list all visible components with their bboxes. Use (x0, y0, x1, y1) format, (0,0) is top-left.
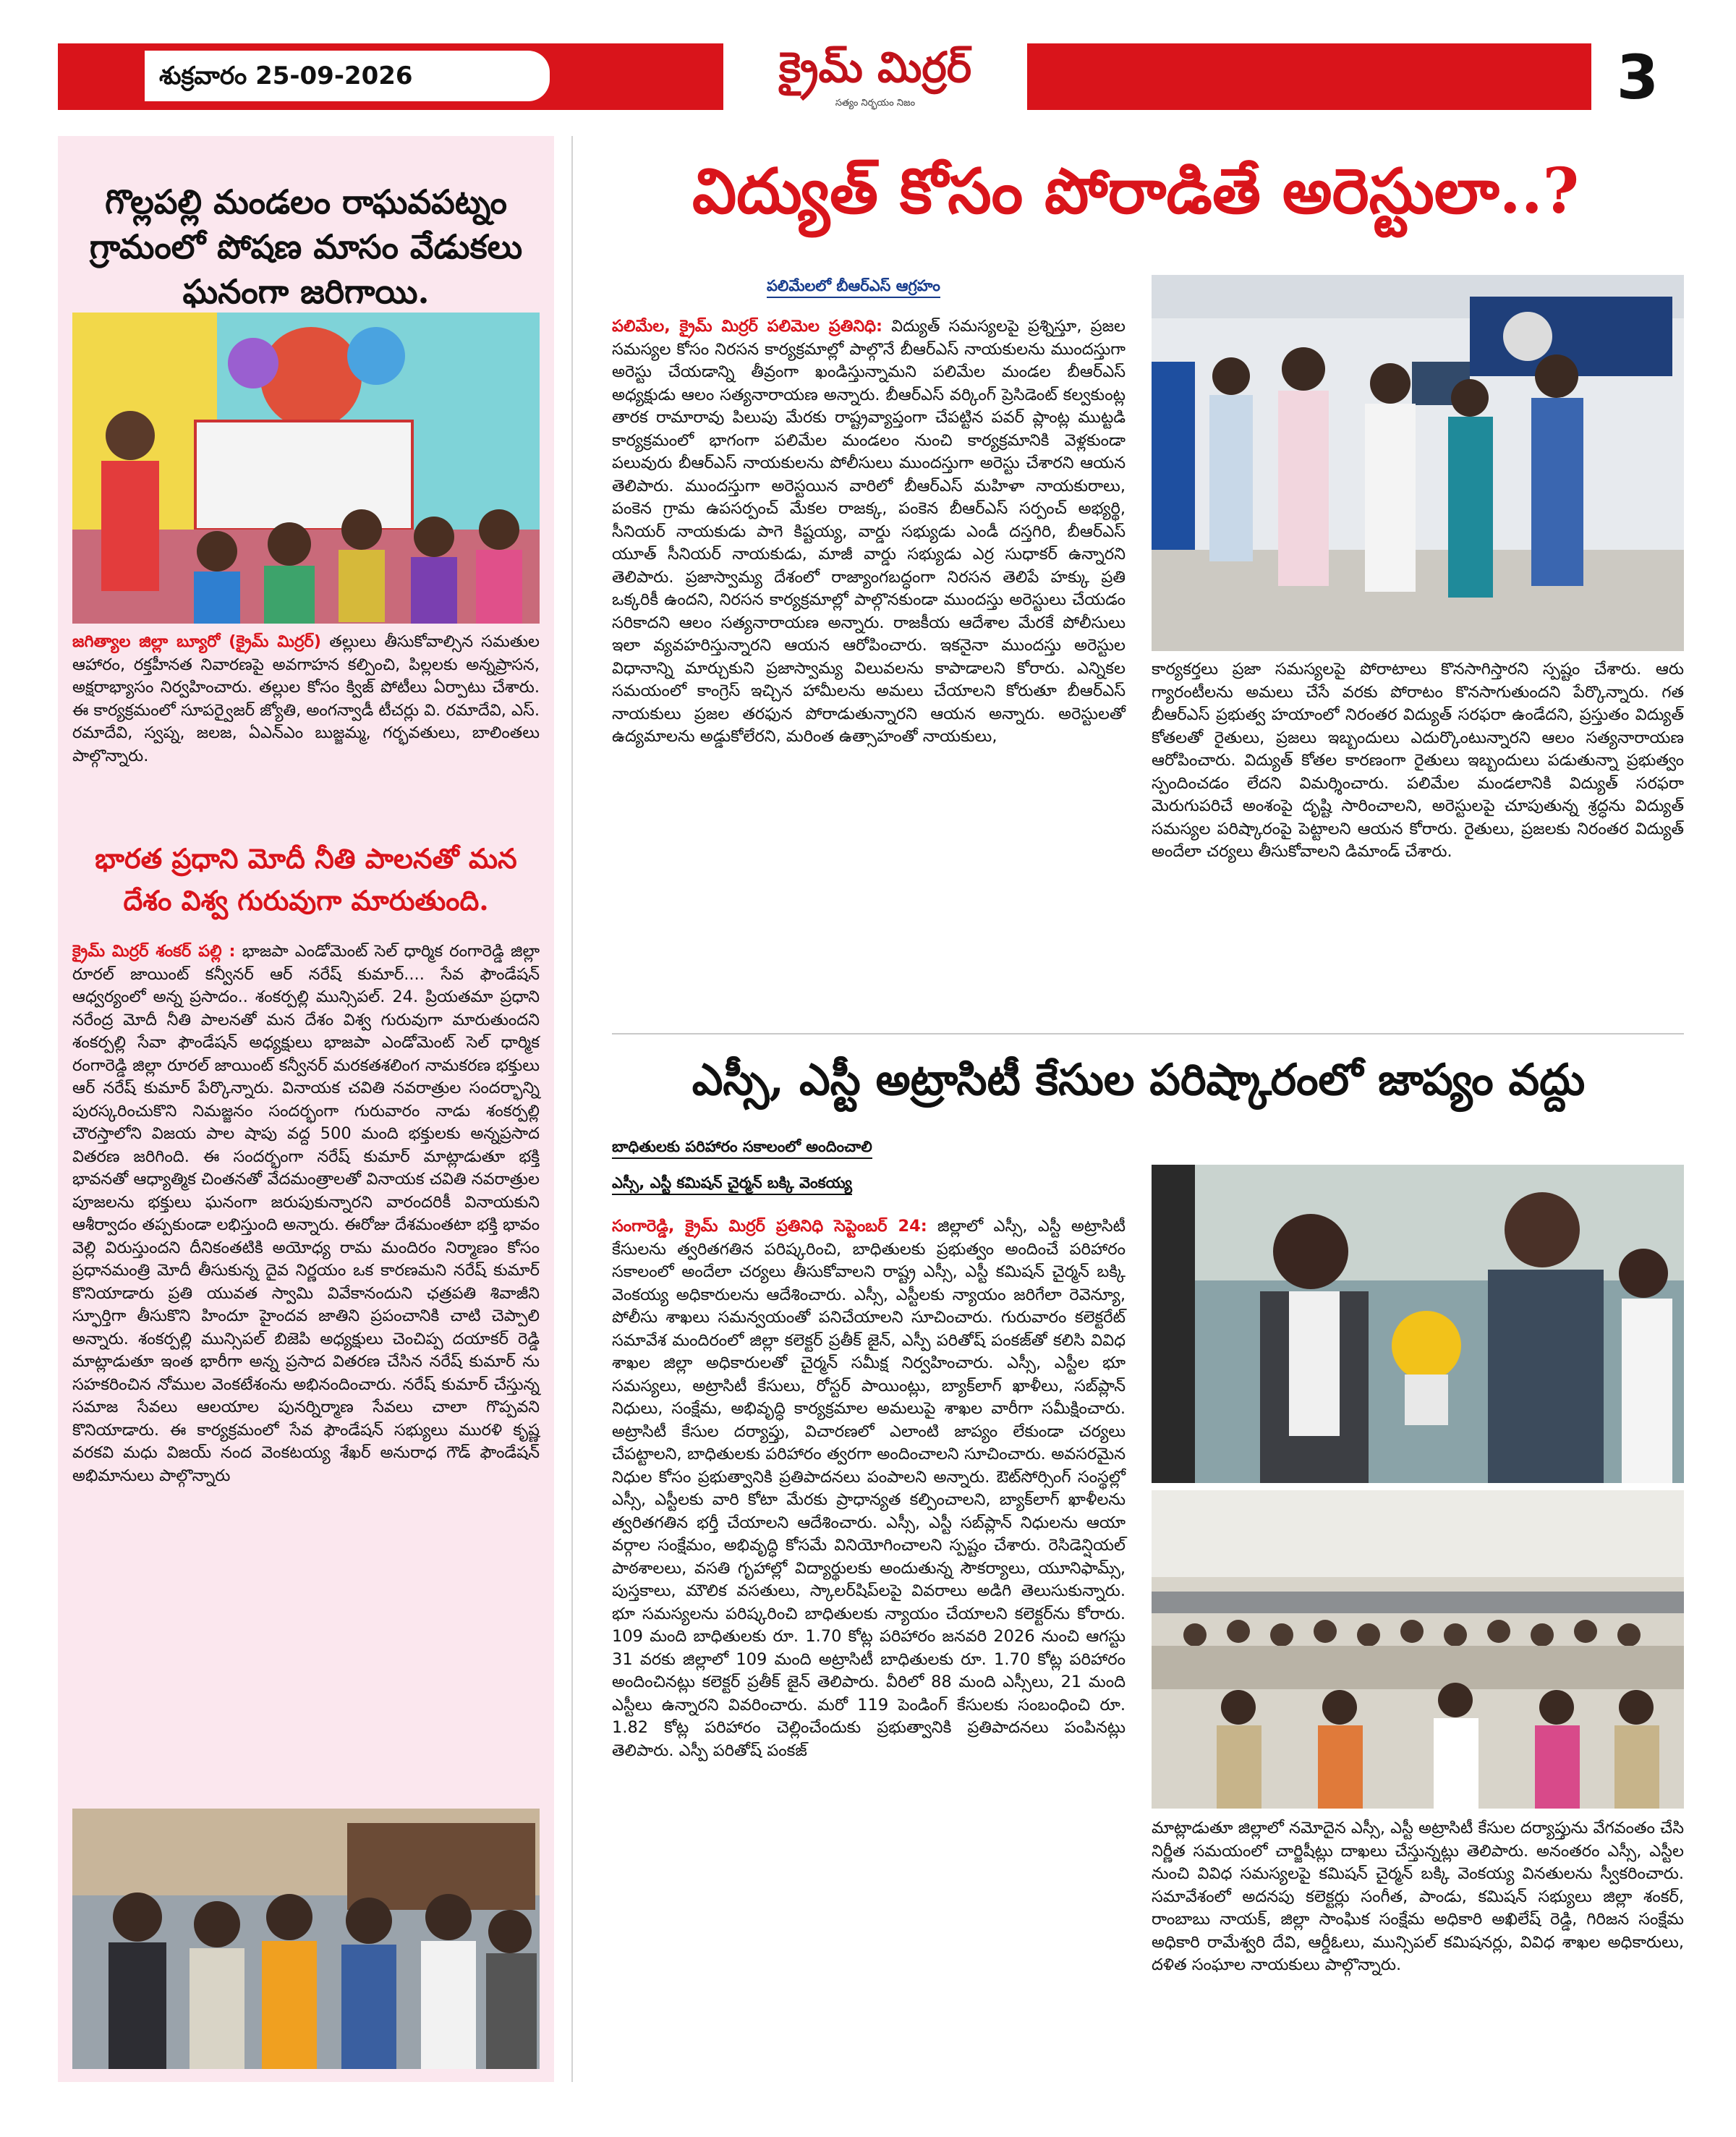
section-divider (612, 1033, 1684, 1034)
power-headline: విద్యుత్ కోసం పోరాడితే అరెస్టులా..? (692, 155, 1580, 228)
logo-text: క్రైమ్ మిర్రర్ (778, 43, 972, 92)
story1-photo (72, 313, 540, 624)
sc-text-col2: మాట్లాడుతూ జిల్లాలో నమోదైన ఎస్సీ, ఎస్టీ అట్రాసిటీ కేసుల దర్యాప్తును వేగవంతం చేసి నిర్ణీత సమయంలో చార్జిషీట్లు దాఖలు చేస్తున్నట్లు తెలిపారు. అనంతరం ఎస్సీ, ఎస్టీల నుంచి వివిధ సమస్యలపై కమిషన్ చైర్మన్ బక్కి వెంకయ్య వినతులను స్వీకరించారు. సమావేశంలో అదనపు కలెక్టర్లు సంగీత, పాండు, కమిషన్ సభ్యులు జిల్లా శంకర్, రాంబాబు నాయక్, జిల్లా సాంఘిక సంక్షేమ అధికారి అఖిలేష్ రెడ్డి, గిరిజన సంక్షేమ అధికారి రామేశ్వరి దేవి, ఆర్డీఓలు, మున్సిపల్ కమిషనర్లు, వివిధ శాఖల అధికారులు, దళిత సంఘాల నాయకులు పాల్గొన్నారు. (1152, 1819, 1684, 1974)
sc-lead: సంగారెడ్డి, క్రైమ్ మిర్రర్ ప్రతినిధి సెప్టెంబర్ 24: (612, 1217, 927, 1236)
masthead-logo (723, 38, 1027, 117)
sc-kicker1-wrap (612, 1136, 1118, 1159)
power-text-col2: కార్యకర్తలు ప్రజా సమస్యలపై పోరాటాలు కొనసాగిస్తారని స్పష్టం చేశారు. ఆరు గ్యారంటీలను అమలు చేసే వరకు పోరాటం కొనసాగుతుందని పేర్కొన్నారు. గత బీఆర్ఎస్ ప్రభుత్వ హయాంలో నిరంతర విద్యుత్ సరఫరా ఉండేదని, ప్రస్తుతం విద్యుత్ కోతలతో రైతులు, ప్రజలు ఇబ్బందులు ఎదుర్కొంటున్నారని ఆలం సత్యనారాయణ ఆరోపించారు. విద్యుత్ కోతల కారణంగా రైతులు ఇబ్బందులు పడుతున్నా ప్రభుత్వం స్పందించడం లేదని విమర్శించారు. పలిమేల మండలానికి విద్యుత్ సరఫరా మెరుగుపరిచే అంశంపై దృష్టి సారించాలని, అరెస్టులపై చూపుతున్న శ్రద్ధను విద్యుత్ సమస్యల పరిష్కారంపై పెట్టాలని ఆయన కోరారు. రైతులు, ప్రజలకు నిరంతర విద్యుత్ అందేలా చర్యలు తీసుకోవాలని డిమాండ్ చేశారు. (1152, 660, 1684, 861)
sc-body-col1 (612, 1215, 1126, 1762)
sc-text-col1: జిల్లాలో ఎస్సీ, ఎస్టీ అట్రాసిటీ కేసులను త్వరితగతిన పరిష్కరించి, బాధితులకు ప్రభుత్వం అందించే పరిహారం సకాలంలో అందేలా చర్యలు తీసుకోవాలని రాష్ట్ర ఎస్సీ, ఎస్టీ కమిషన్ చైర్మన్ బక్కి వెంకయ్య అధికారులను ఆదేశించారు. ఎస్సీ, ఎస్టీలకు న్యాయం జరిగేలా రెవెన్యూ, పోలీసు శాఖలు సమన్వయంతో పనిచేయాలని సూచించారు. గురువారం కలెక్టరేట్ సమావేశ మందిరంలో జిల్లా కలెక్టర్ ప్రతీక్ జైన్, ఎస్పీ పరితోష్ పంకజ్‌తో కలిసి వివిధ శాఖల జిల్లా అధికారులతో చైర్మన్ సమీక్ష నిర్వహించారు. ఎస్సీ, ఎస్టీల భూ సమస్యలు, అట్రాసిటీ కేసులు, రోస్టర్ పాయింట్లు, బ్యాక్‌లాగ్ ఖాళీలు, సబ్‌ప్లాన్ నిధులు, సంక్షేమ, అభివృద్ధి కార్యక్రమాల అమలుపై శాఖల వారీగా సమీక్షించారు. అట్రాసిటీ కేసుల దర్యాప్తు, విచారణలో ఎలాంటి జాప్యం లేకుండా చర్యలు చేపట్టాలని, బాధితులకు పరిహారం త్వరగా అందించాలని సూచించారు. అవసరమైన నిధుల కోసం ప్రభుత్వానికి ప్రతిపాదనలు పంపాలని అన్నారు. ఔట్‌సోర్సింగ్ సంస్థల్లో ఎస్సీ, ఎస్టీలకు వారి కోటా మేరకు ప్రాధాన్యత కల్పించాలని, బ్యాక్‌లాగ్ ఖాళీలను త్వరితగతిన భర్తీ చేయాలని ఆదేశించారు. ఎస్సీ, ఎస్టీ సబ్‌ప్లాన్ నిధులను ఆయా వర్గాల సంక్షేమం, అభివృద్ధి కోసమే వినియోగించాలని స్పష్టం చేశారు. రెసిడెన్షియల్ పాఠశాలలు, వసతి గృహాల్లో విద్యార్థులకు అందుతున్న సౌకర్యాలు, యూనిఫామ్స్, పుస్తకాలు, మౌలిక వసతులు, స్కాలర్‌షిప్‌లపై వివరాలు అడిగి తెలుసుకున్నారు. భూ సమస్యలను పరిష్కరించి బాధితులకు న్యాయం చేయాలని కలెక్టర్‌ను కోరారు. 109 మంది బాధితులకు రూ. 1.70 కోట్ల పరిహారం జనవరి 2026 నుంచి ఆగస్టు 31 వరకు జిల్లాలో 109 మంది అట్రాసిటీ బాధితులకు రూ. 1.70 కోట్ల పరిహారం అందించినట్లు కలెక్టర్ ప్రతీక్ జైన్ తెలిపారు. వీరిలో 88 మంది ఎస్సీలు, 21 మంది ఎస్టీలు ఉన్నారని వివరించారు. మరో 119 పెండింగ్ కేసులకు సంబంధించి రూ. 1.82 కోట్ల పరిహారం చెల్లించేందుకు ప్రభుత్వానికి ప్రతిపాదనలు పంపినట్లు తెలిపారు. ఎస్పీ పరితోష్ పంకజ్ (612, 1217, 1126, 1760)
page-number: 3 (1591, 38, 1684, 117)
story1-lead: జగిత్యాల జిల్లా బ్యూరో (క్రైమ్ మిర్రర్) (72, 632, 322, 651)
power-kicker: పలిమేలలో బీఆర్ఎస్ ఆగ్రహం (767, 275, 940, 298)
story1-headline: గొల్లపల్లి మండలం రాఘవపట్నం గ్రామంలో పోషణ మాసం వేడుకలు ఘనంగా జరిగాయి. (89, 182, 523, 311)
story2-headline: భారత ప్రధాని మోదీ నీతి పాలనతో మన దేశం విశ్వ గురువుగా మారుతుంది. (95, 842, 517, 917)
story2-photo (72, 1809, 540, 2069)
power-text-col1: విద్యుత్ సమస్యలపై ప్రశ్నిస్తూ, ప్రజల సమస్యల కోసం నిరసన కార్యక్రమాల్లో పాల్గొనే బీఆర్ఎస్ నాయకులను ముందస్తుగా అరెస్టు చేయడాన్ని తీవ్రంగా ఖండిస్తున్నామని పలిమేల మండల బీఆర్ఎస్ అధ్యక్షుడు ఆలం సత్యనారాయణ అన్నారు. బీఆర్ఎస్ వర్కింగ్ ప్రెసిడెంట్ కల్వకుంట్ల తారక రామారావు పిలుపు మేరకు రాష్ట్రవ్యాప్తంగా చేపట్టిన పవర్ ప్లాంట్ల ముట్టడి కార్యక్రమంలో భాగంగా పలిమేల మండలం నుంచి కార్యక్రమానికి వెళ్లకుండా పలువురు బీఆర్ఎస్ నాయకులను పోలీసులు ముందస్తుగా అరెస్టు చేశారని ఆయన తెలిపారు. ముందస్తుగా అరెస్టయిన వారిలో బీఆర్ఎస్ మహిళా నాయకురాలు, పంకెన గ్రామ ఉపసర్పంచ్ మేకల రాజక్క, పంకెన బీఆర్ఎస్ సర్పంచ్ అభ్యర్థి, సీనియర్ నాయకుడు పాగె కిష్టయ్య, వార్డు సభ్యుడు ఎండీ దస్తగిరి, బీఆర్ఎస్ యూత్ సీనియర్ నాయకుడు, మాజీ వార్డు సభ్యుడు ఎర్ర సుధాకర్ ఉన్నారని తెలిపారు. ప్రజాస్వామ్య దేశంలో రాజ్యాంగబద్ధంగా నిరసన తెలిపే హక్కు ప్రతి ఒక్కరికీ ఉందని, నిరసన కార్యక్రమాల్లో పాల్గొనకుండా ముందస్తు అరెస్టులు చేయడం సరికాదని ఆలం సత్యనారాయణ అన్నారు. రాజకీయ ఆదేశాల మేరకే పోలీసులు ఇలా వ్యవహరిస్తున్నారని ఆయన ఆరోపించారు. ఇకనైనా ముందస్తు అరెస్టుల విధానాన్ని మార్చుకుని ప్రజాస్వామ్య విలువలను కాపాడాలని కోరారు. ఎన్నికల సమయంలో కాంగ్రెస్ ఇచ్చిన హామీలను అమలు చేయాలని కోరుతూ బీఆర్ఎస్ నాయకులు ప్రజల తరఫున పోరాడుతున్నారని ఆయన అన్నారు. అరెస్టులతో ఉద్యమాలను అడ్డుకోలేరని, మరింత ఉత్సాహంతో నాయకులు, (612, 317, 1126, 746)
sc-kicker1: బాధితులకు పరిహారం సకాలంలో అందించాలి (612, 1136, 872, 1159)
sc-kicker2-wrap (612, 1172, 1118, 1195)
story1-text: తల్లులు తీసుకోవాల్సిన సమతుల ఆహారం, రక్తహీనత నివారణపై అవగాహన కల్పించి, పిల్లలకు అన్నప్రాసన, అక్షరాభ్యాసం నిర్వహించారు. తల్లుల కోసం క్విజ్ పోటీలు ఏర్పాటు చేశారు. ఈ కార్యక్రమంలో సూపర్వైజర్ జ్యోతి, అంగన్వాడీ టీచర్లు వి. రమాదేవి, ఎస్. రమాదేవి, స్వప్న, జలజ, ఏఎన్ఎం బుజ్జమ్మ, గర్భవతులు, బాలింతలు పాల్గొన్నారు. (72, 632, 540, 765)
power-lead: పలిమేల, క్రైమ్ మిర్రర్ పలిమెల ప్రతినిధి: (612, 317, 883, 336)
sc-photo-greeting (1152, 1165, 1684, 1483)
story2-body (72, 940, 540, 1487)
sc-kicker2: ఎస్సీ, ఎస్టీ కమిషన్ చైర్మన్ బక్కి వెంకయ్య (612, 1172, 852, 1195)
sc-headline: ఎస్సీ, ఎస్టీ అట్రాసిటీ కేసుల పరిష్కారంలో జాప్యం వద్దు (692, 1055, 1586, 1105)
sc-body-col2 (1152, 1817, 1684, 1977)
group-photo (72, 1809, 540, 2069)
story2-lead: క్రైమ్ మిర్రర్ శంకర్ పల్లి : (72, 942, 236, 961)
logo-tagline: సత్యం నిర్భయం నిజం (835, 98, 916, 109)
police-station-photo (1152, 275, 1684, 651)
power-body-col1 (612, 315, 1126, 749)
anganwadi-event-photo (72, 313, 540, 624)
review-meeting-photo (1152, 1490, 1684, 1809)
story1-body (72, 631, 540, 768)
sc-photo-meeting (1152, 1490, 1684, 1809)
power-kicker-wrap (767, 275, 1128, 298)
column-divider (571, 136, 573, 2082)
power-body-col2 (1152, 658, 1684, 864)
story2-text: భాజపా ఎండోమెంట్ సెల్ ధార్మిక రంగారెడ్డి జిల్లా రూరల్ జాయింట్ కన్వీనర్ ఆర్ నరేష్ కుమార్.... సేవ ఫౌండేషన్ ఆధ్వర్యంలో అన్న ప్రసాదం.. శంకర్పల్లి మున్సిపల్. 24. ప్రియతమా ప్రధాని నరేంద్ర మోదీ నీతి పాలనతో మన దేశం విశ్వ గురువుగా మారుతుందని శంకర్పల్లి సేవా ఫౌండేషన్ అధ్యక్షులు భాజపా ఎండోమెంట్ సెల్ ధార్మిక రంగారెడ్డి జిల్లా రూరల్ జాయింట్ కన్వీనర్ మరకతశలింగ నామకరణ భక్తులు ఆర్ నరేష్ కుమార్ పేర్కొన్నారు. వినాయక చవితి నవరాత్రుల సందర్భాన్ని పురస్కరించుకొని నిమజ్జనం సందర్భంగా గురువారం నాడు శంకర్పల్లి చౌరస్తాలోని విజయ పాల షాపు వద్ద 500 మంది భక్తులకు అన్నప్రసాద వితరణ జరిగింది. ఈ సందర్భంగా నరేష్ కుమార్ మాట్లాడుతూ భక్తి భావనతో ఆధ్యాత్మిక చింతనతో వేదమంత్రాలతో వినాయక చవితి నవరాత్రుల పూజలను భక్తులు ఘనంగా జరుపుకున్నారని వారందరికీ వినాయకుని ఆశీర్వాదం తప్పకుండా లభిస్తుంది అన్నారు. ఈరోజు దేశమంతటా భక్తి భావం వెల్లి విరుస్తుందని దీనికంతటికి అయోధ్య రామ మందిరం నిర్మాణం కోసం ప్రధానమంత్రి మోదీ తీసుకున్న దైవ నిర్ణయం ఒక కారణమని నరేష్ కుమార్ కొనియాడారు ప్రతి యువత స్వామి వివేకానందుని ఛత్రపతి శివాజీని స్ఫూర్తిగా తీసుకొని హిందూ హైందవ జాతిని ప్రపంచానికి చాటి చెప్పాలి అన్నారు. శంకర్పల్లి మున్సిపల్ బిజెపి అధ్యక్షులు చెంచిప్ప దయాకర్ రెడ్డి మాట్లాడుతూ ఇంత భారీగా అన్న ప్రసాద వితరణ చేసిన నరేష్ కుమార్ ను సహకరించిన నోముల వెంకటేశంను అభినందించారు. నరేష్ కుమార్ చేస్తున్న సమాజ సేవలు ఆలయాల పునర్నిర్మాణ సేవలు చాలా గొప్పవని కొనియాడారు. ఈ కార్యక్రమంలో సేవ ఫౌండేషన్ సభ్యులు మురళి కృష్ణ వరకవి మధు విజయ్ నంద వెంకటయ్య శేఖర్ అనురాధ గౌడ్ ఫౌండేషన్ అభిమానులు పాల్గొన్నారు (72, 942, 540, 1485)
power-photo (1152, 275, 1684, 651)
issue-date: శుక్రవారం 25-09-2026 (145, 51, 550, 101)
bouquet-greeting-photo (1152, 1165, 1684, 1483)
